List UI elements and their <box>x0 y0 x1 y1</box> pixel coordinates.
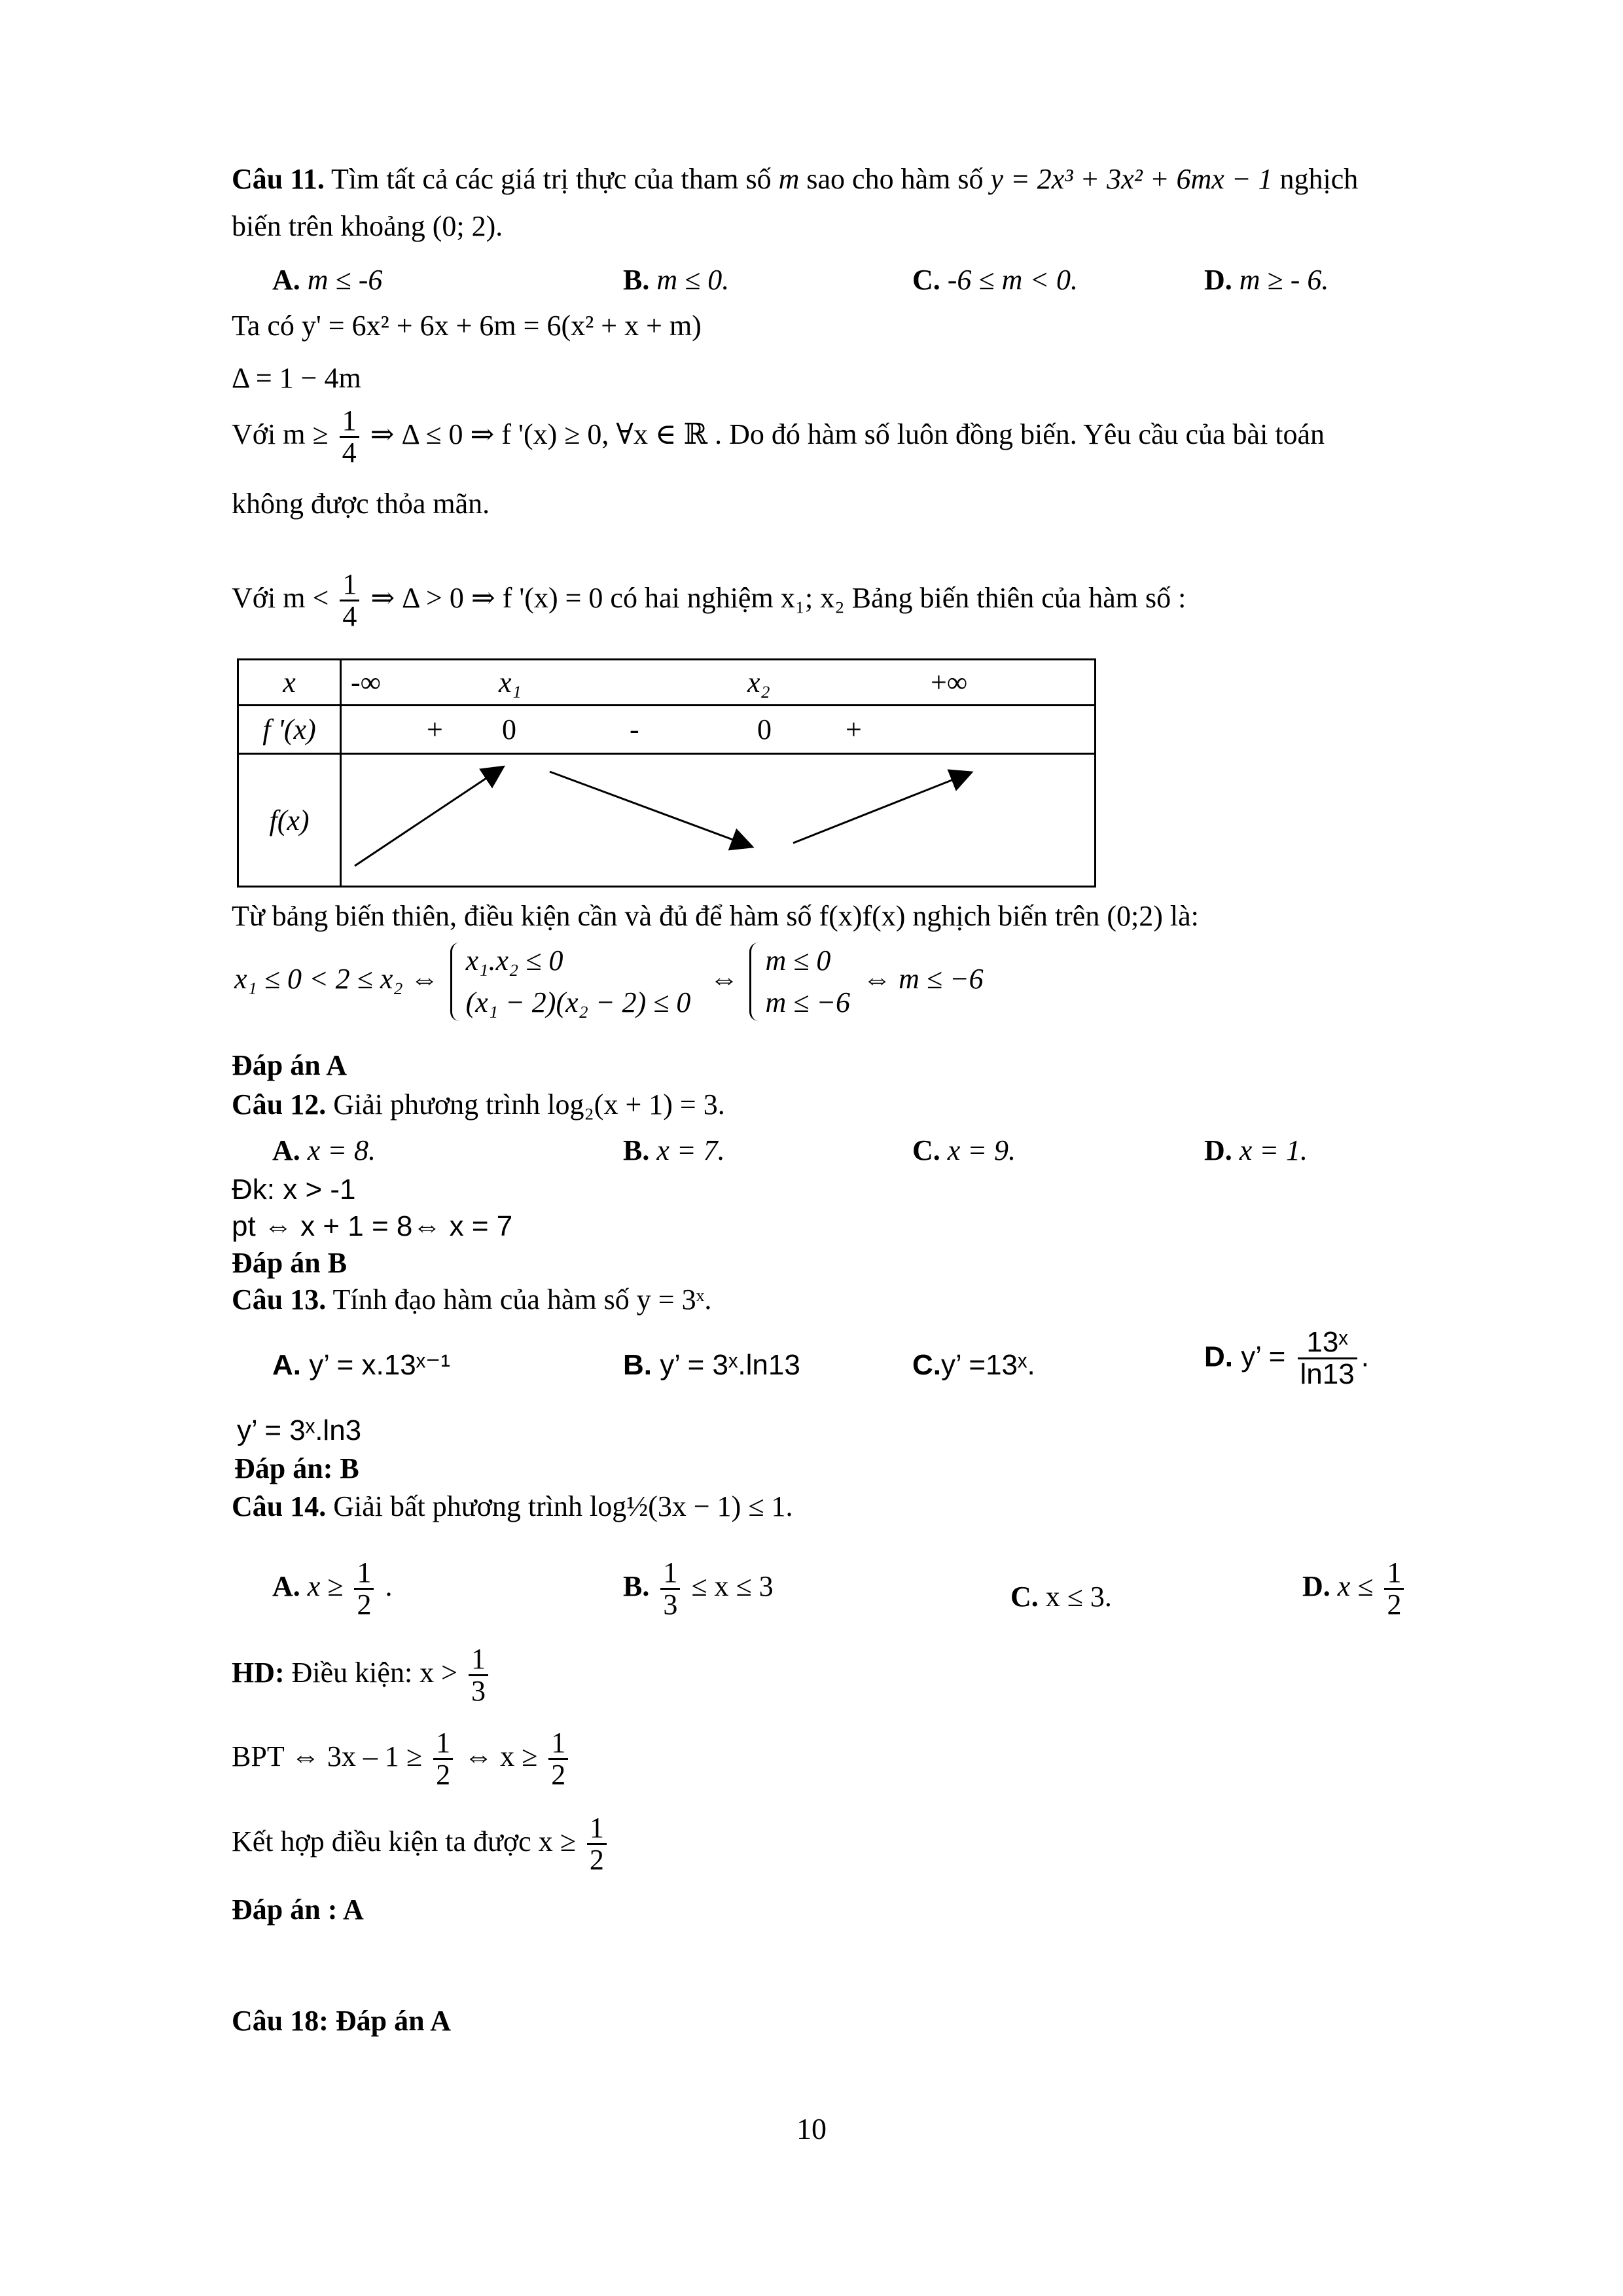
table-header-derivative: f '(x) <box>238 706 341 754</box>
fraction-one-quarter: $\frac{1}{4}$ <box>340 569 359 632</box>
q13-option-a: A. y’ = x.13ˣ⁻¹ <box>272 1349 451 1381</box>
fraction-13x-over-ln13: $\frac{\text{13ˣ}}{\ln 13}$ <box>1298 1327 1357 1390</box>
q11-derivative: Ta có y' = 6x² + 6x + 6m = 6(x² + x + m) <box>232 310 702 342</box>
q13-option-c: C.y’ =13ˣ. <box>912 1349 1035 1381</box>
system-2: m ≤ 0 m ≤ −6 <box>745 940 850 1024</box>
q11-case1: Với m ≥ $\frac{1}{4}$ ⇒ Δ ≤ 0 ⇒ f '(x) ≥ 0, ∀x ∈ ℝ . Do đó hàm số luôn đồng biến. Yêu cầu của bài toán <box>232 404 1325 469</box>
q11-delta: Δ = 1 − 4m <box>232 362 361 394</box>
q11-option-b: B. m ≤ 0. <box>623 264 730 296</box>
q14-option-b: B. $\frac{1}{3}$ ≤ x ≤ 3 <box>623 1556 774 1621</box>
q12-option-d: D. x = 1. <box>1204 1134 1308 1166</box>
q12-condition: Đk: x > -1 <box>232 1174 356 1206</box>
table-x-values: -∞ x₁ x₂ +∞ <box>341 660 1096 706</box>
q14-combine: Kết hợp điều kiện ta được x ≥ $\frac{1}{2}$ <box>232 1813 611 1875</box>
q11-option-d: D. m ≥ - 6. <box>1204 264 1329 296</box>
q14-option-a: A. x ≥ $\frac{1}{2}$ . <box>272 1556 393 1621</box>
q11-answer: Đáp án A <box>232 1049 348 1081</box>
q13-option-d: D. y’ = $\frac{\text{13ˣ}}{\ln 13}$ . <box>1204 1326 1369 1391</box>
q11-option-a: A. m ≤ -6 <box>272 264 383 296</box>
q14-bpt: BPT ⇔ 3x – 1 ≥ $\frac{1}{2}$ ⇔ x ≥ $\frac{1}{2}$ <box>232 1728 572 1790</box>
q11-function: y = 2x³ + 3x² + 6mx − 1 <box>990 163 1273 195</box>
table-header-x: x <box>238 660 341 706</box>
q14-answer: Đáp án : A <box>232 1893 364 1926</box>
q12-answer: Đáp án B <box>232 1247 348 1279</box>
q12-option-c: C. x = 9. <box>912 1134 1016 1166</box>
decreasing-arrow <box>550 772 751 846</box>
q14-option-d: D. x ≤ $\frac{1}{2}$ <box>1302 1558 1408 1620</box>
q11-label: Câu 11. <box>232 163 325 195</box>
q12-option-b: B. x = 7. <box>623 1134 725 1166</box>
table-function-arrows <box>341 754 1096 887</box>
q11-case2: Với m < $\frac{1}{4}$ ⇒ Δ > 0 ⇒ f '(x) = 0 có hai nghiệm x₁; x₂ Bảng biến thiên của hàm số : <box>232 568 1186 633</box>
fraction-one-quarter: $\frac{1}{4}$ <box>340 406 359 468</box>
increasing-arrow <box>355 768 502 866</box>
q14-hint: HD: Điều kiện: x > $\frac{1}{3}$ <box>232 1644 492 1706</box>
q13-solution: y’ = 3ˣ.ln3 <box>237 1414 362 1446</box>
system-1: x₁.x₂ ≤ 0 (x₁ − 2)(x₂ − 2) ≤ 0 <box>446 940 691 1024</box>
q13-option-b: B. y’ = 3ˣ.ln13 <box>623 1349 800 1381</box>
q11-case1-line2: không được thỏa mãn. <box>232 488 490 520</box>
q11-stem: Câu 11. Tìm tất cả các giá trị thực của tham số m sao cho hàm số y = 2x³ + 3x² + 6mx − 1 nghịch <box>232 163 1359 195</box>
table-header-function: f(x) <box>238 754 341 887</box>
variation-arrows <box>342 755 1094 886</box>
q12-stem: Câu 12. Giải phương trình log₂(x + 1) = 3. <box>232 1088 725 1121</box>
q11-conclusion-intro: Từ bảng biến thiên, điều kiện cần và đủ để hàm số f(x)f(x) nghịch biến trên (0;2) là: <box>232 900 1199 932</box>
q11-stem-line2: biến trên khoảng (0; 2). <box>232 210 503 242</box>
increasing-arrow <box>793 773 970 843</box>
q13-stem: Câu 13. Tính đạo hàm của hàm số y = 3ˣ. <box>232 1283 712 1316</box>
q11-option-c: C. -6 ≤ m < 0. <box>912 264 1079 296</box>
q14-stem: Câu 14. Giải bất phương trình log½(3x − 1) ≤ 1. <box>232 1490 793 1522</box>
variation-table <box>237 658 1096 888</box>
q14-option-c: C. x ≤ 3. <box>1010 1581 1112 1613</box>
page-number: 10 <box>796 2112 827 2145</box>
q12-option-a: A. x = 8. <box>272 1134 376 1166</box>
q13-answer: Đáp án: B <box>234 1452 359 1484</box>
q18-answer: Câu 18: Đáp án A <box>232 2005 451 2037</box>
q11-conditions: x₁ ≤ 0 < 2 ≤ x₂ ⇔ x₁.x₂ ≤ 0 (x₁ − 2)(x₂ − 2) ≤ 0 ⇔ m ≤ 0 m ≤ −6 ⇔ m ≤ −6 <box>234 940 984 1024</box>
table-derivative-signs: + 0 - 0 + <box>341 706 1096 754</box>
q12-solution: pt ⇔ x + 1 = 8⇔ x = 7 <box>232 1210 513 1242</box>
